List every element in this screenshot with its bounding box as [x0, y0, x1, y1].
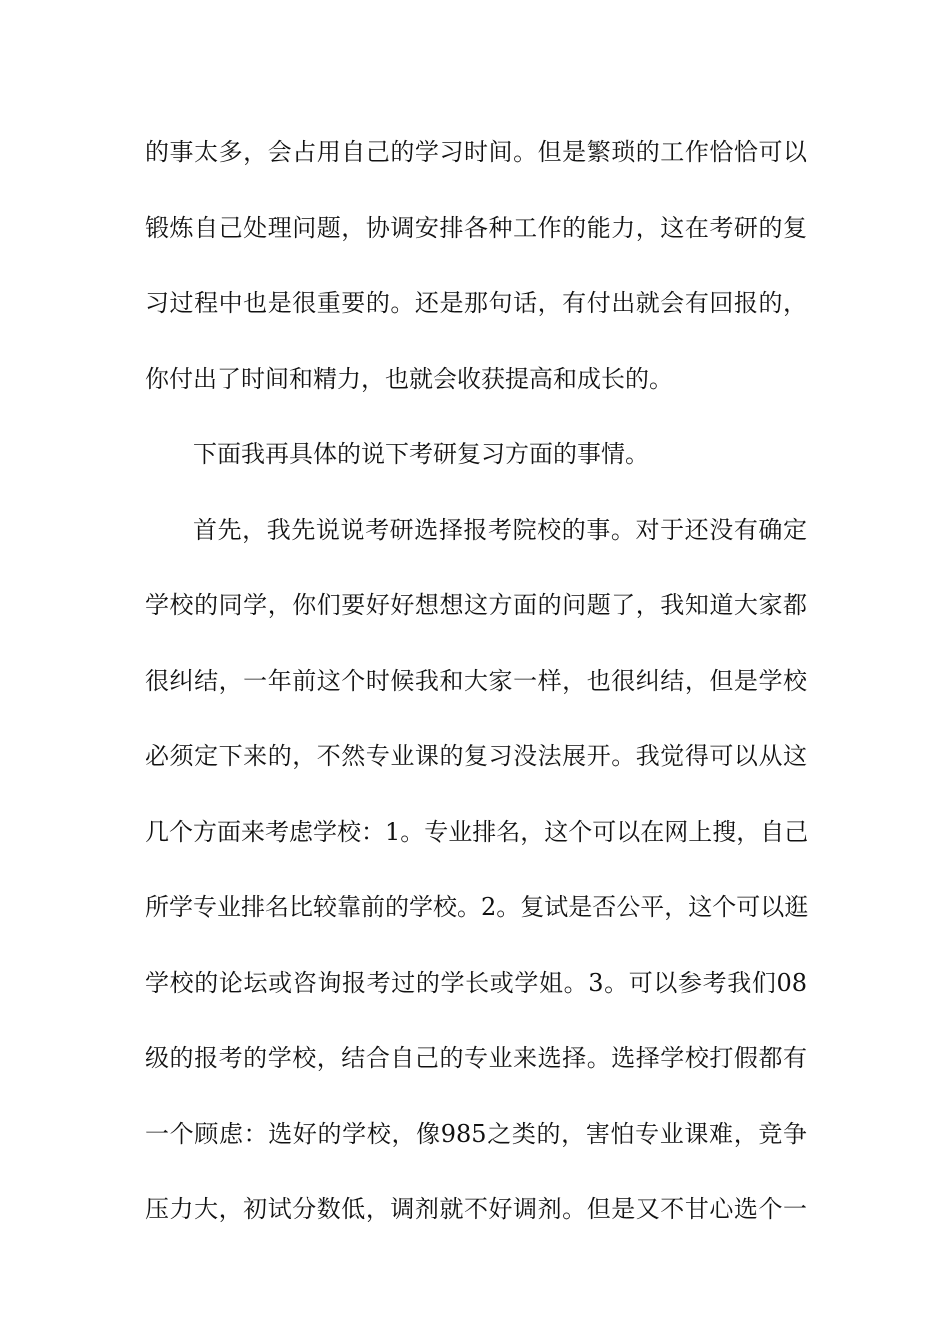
text-line-8: 很纠结，一年前这个时候我和大家一样，也很纠结，但是学校 [145, 666, 807, 695]
text-line-3: 习过程中也是很重要的。还是那句话，有付出就会有回报的， [145, 289, 807, 317]
text-line-5: 下面我再具体的说下考研复习方面的事情。 [193, 440, 649, 468]
text-line-10: 几个方面来考虑学校：1。专业排名，这个可以在网上搜，自己 [145, 817, 809, 846]
text-line-2: 锻炼自己处理问题，协调安排各种工作的能力，这在考研的复 [145, 213, 807, 242]
text-line-9: 必须定下来的，不然专业课的复习没法展开。我觉得可以从这 [145, 742, 807, 770]
text-line-11: 所学专业排名比较靠前的学校。2。复试是否公平，这个可以逛 [145, 893, 809, 921]
text-line-7: 学校的同学，你们要好好想想这方面的问题了，我知道大家都 [145, 591, 807, 619]
text-line-14: 一个顾虑：选好的学校，像985之类的，害怕专业课难，竞争 [145, 1119, 807, 1148]
text-line-4: 你付出了时间和精力，也就会收获提高和成长的。 [145, 364, 673, 393]
text-line-13: 级的报考的学校，结合自己的专业来选择。选择学校打假都有 [145, 1044, 807, 1072]
text-line-1: 的事太多，会占用自己的学习时间。但是繁琐的工作恰恰可以 [145, 138, 807, 166]
text-line-6: 首先，我先说说考研选择报考院校的事。对于还没有确定 [193, 515, 807, 544]
text-line-15: 压力大，初试分数低，调剂就不好调剂。但是又不甘心选个一 [145, 1195, 807, 1223]
body-text [145, 124, 807, 1257]
text-line-12: 学校的论坛或咨询报考过的学长或学姐。3。可以参考我们08 [145, 968, 807, 997]
